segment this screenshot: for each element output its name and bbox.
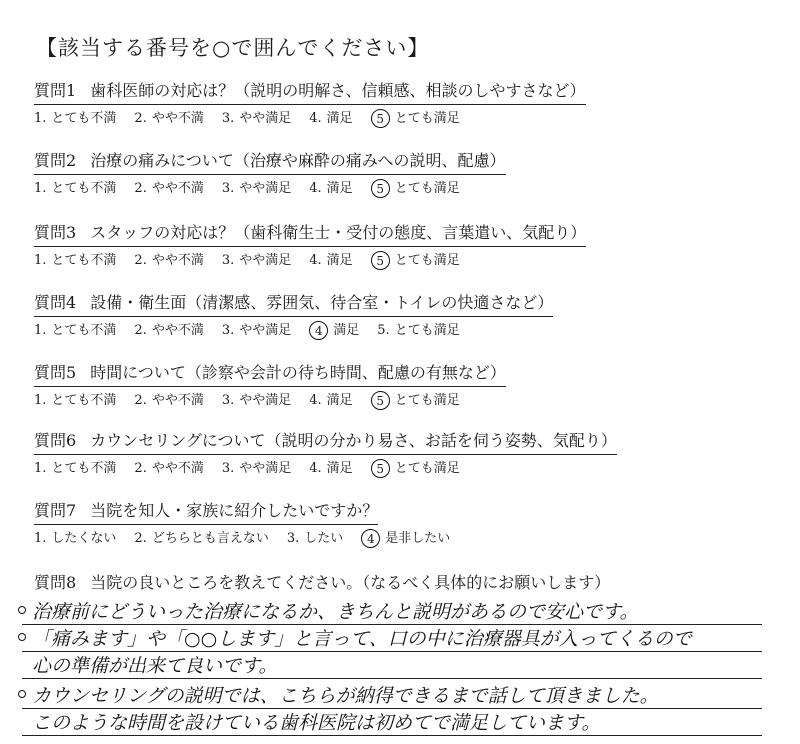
question-3 — [34, 222, 774, 270]
option[interactable] — [222, 251, 291, 270]
option[interactable] — [309, 179, 352, 198]
option-number: 1. — [34, 460, 47, 476]
option-number: 1. — [34, 180, 47, 196]
question-text: 歯科医師の対応は？（説明の明解さ、信頼感、相談のしやすさなど） — [90, 81, 586, 100]
bullet-icon — [18, 690, 26, 698]
option-label: やや不満 — [151, 252, 204, 268]
option[interactable] — [34, 251, 116, 270]
option-label: したくない — [51, 530, 117, 546]
option-selected[interactable] — [371, 251, 460, 270]
option-label: やや不満 — [151, 392, 204, 408]
option-number: 1. — [34, 110, 47, 126]
option-label: 満足 — [326, 180, 353, 196]
option-number: 3. — [286, 530, 300, 546]
answer-line — [22, 711, 762, 736]
option[interactable] — [134, 251, 203, 270]
answer-options — [34, 529, 774, 548]
circled-number-icon: 4 — [309, 321, 328, 340]
question-text: 当院の良いところを教えてください。（なるべく具体的にお願いします） — [90, 573, 611, 592]
answer-line — [22, 600, 762, 625]
answer-text: カウンセリングの説明では、こちらが納得できるまで話して頂きました。 — [32, 685, 659, 707]
option[interactable] — [309, 251, 352, 270]
option-label: とても不満 — [51, 252, 117, 268]
option-label: とても不満 — [51, 460, 117, 476]
option-selected[interactable] — [309, 321, 359, 340]
option-label: やや満足 — [239, 460, 292, 476]
option-label: 満足 — [326, 460, 353, 476]
answer-line — [22, 627, 762, 652]
option-number: 3. — [221, 460, 235, 476]
option[interactable] — [34, 459, 116, 478]
option-number: 1. — [34, 252, 47, 268]
question-5 — [34, 362, 774, 410]
form-header: 【該当する番号を○で囲んでください】 — [36, 36, 430, 60]
option-label: とても満足 — [394, 460, 460, 476]
option[interactable] — [134, 179, 203, 198]
option[interactable] — [134, 391, 203, 410]
answer-options — [34, 179, 774, 198]
option-label: とても満足 — [394, 180, 460, 196]
option-number: 4. — [309, 392, 322, 408]
question-heading — [34, 80, 586, 105]
option[interactable] — [222, 459, 291, 478]
option[interactable] — [134, 459, 203, 478]
circled-number-icon: 5 — [371, 251, 390, 270]
option-label: やや満足 — [239, 110, 292, 126]
question-number: 質問3 — [34, 223, 77, 242]
option-label: やや不満 — [151, 322, 204, 338]
option-label: とても不満 — [51, 180, 117, 196]
question-heading — [34, 292, 553, 317]
option-label: やや不満 — [151, 460, 204, 476]
option[interactable] — [222, 391, 291, 410]
question-text: スタッフの対応は？（歯科衛生士・受付の態度、言葉遣い、気配り） — [90, 223, 587, 242]
option[interactable] — [34, 321, 116, 340]
option-number: 2. — [134, 252, 147, 268]
question-heading — [34, 222, 586, 247]
option-number: 5. — [377, 322, 390, 338]
option-label: 満足 — [326, 392, 353, 408]
option-selected[interactable] — [371, 179, 460, 198]
option-number: 1. — [34, 392, 47, 408]
question-text: カウンセリングについて（説明の分かり易さ、お話を伺う姿勢、気配り） — [90, 431, 617, 450]
answer-text: 「痛みます」や「○○します」と言って、口の中に治療器具が入ってくるので — [32, 628, 692, 650]
option-number: 3. — [221, 392, 235, 408]
option-label: やや満足 — [239, 392, 292, 408]
option-label: やや不満 — [151, 180, 204, 196]
answer-options — [34, 459, 774, 478]
option-number: 4. — [309, 110, 322, 126]
option-number: 2. — [134, 460, 147, 476]
circled-number-icon: 4 — [361, 529, 380, 548]
option-label: とても不満 — [51, 110, 117, 126]
option-number: 4. — [309, 180, 322, 196]
option-label: 満足 — [333, 322, 360, 338]
option-number: 3. — [221, 180, 235, 196]
question-text: 当院を知人・家族に紹介したいですか？ — [90, 501, 379, 520]
question-number: 質問8 — [34, 573, 77, 592]
option-number: 2. — [134, 322, 147, 338]
option-label: とても満足 — [394, 322, 460, 338]
question-number: 質問6 — [34, 431, 77, 450]
option-number: 4. — [309, 460, 322, 476]
answer-text: このような時間を設けている歯科医院は初めてで満足しています。 — [32, 712, 601, 734]
circled-number-icon: 5 — [371, 391, 390, 410]
option-label: 是非したい — [385, 530, 451, 546]
option[interactable] — [134, 321, 203, 340]
option-label: とても不満 — [51, 392, 117, 408]
option[interactable] — [222, 109, 291, 128]
option-number: 2. — [134, 180, 147, 196]
question-heading — [34, 500, 378, 525]
bullet-icon — [18, 633, 26, 641]
option-number: 2. — [134, 530, 147, 546]
option[interactable] — [222, 179, 291, 198]
question-number: 質問7 — [34, 501, 77, 520]
option-number: 4. — [309, 252, 322, 268]
answer-text: 心の準備が出来て良いです。 — [32, 655, 278, 677]
option-label: とても満足 — [394, 392, 460, 408]
answer-options — [34, 321, 774, 340]
option-label: やや満足 — [239, 322, 292, 338]
circled-number-icon: 5 — [371, 459, 390, 478]
question-4 — [34, 292, 774, 340]
option-label: どちらとも言えない — [151, 530, 269, 546]
option-label: とても満足 — [394, 110, 460, 126]
question-text: 時間について（診察や会計の待ち時間、配慮の有無など） — [90, 363, 506, 382]
option-label: やや満足 — [239, 252, 292, 268]
option-label: 満足 — [326, 110, 353, 126]
option-number: 3. — [221, 322, 235, 338]
option[interactable] — [377, 321, 459, 340]
option-number: 1. — [34, 322, 47, 338]
question-1 — [34, 80, 774, 128]
option[interactable] — [34, 391, 116, 410]
option-label: とても満足 — [394, 252, 460, 268]
option[interactable] — [309, 109, 352, 128]
question-number: 質問5 — [34, 363, 77, 382]
option-number: 1. — [34, 530, 47, 546]
option[interactable] — [34, 529, 116, 548]
option[interactable] — [134, 109, 203, 128]
option-label: やや満足 — [239, 180, 292, 196]
option-label: やや不満 — [151, 110, 204, 126]
question-6 — [34, 430, 774, 478]
bullet-icon — [18, 606, 26, 614]
option-label: とても不満 — [51, 322, 117, 338]
option-label: 満足 — [326, 252, 353, 268]
question-heading — [34, 150, 506, 175]
option-selected[interactable] — [361, 529, 450, 548]
answer-options — [34, 391, 774, 410]
question-heading — [34, 362, 506, 387]
answer-options — [34, 251, 774, 270]
option[interactable] — [287, 529, 343, 548]
question-7 — [34, 500, 774, 548]
answer-text: 治療前にどういった治療になるか、きちんと説明があるので安心です。 — [32, 601, 639, 623]
question-8 — [34, 572, 610, 594]
question-2 — [34, 150, 774, 198]
option[interactable] — [222, 321, 291, 340]
option-number: 3. — [221, 252, 235, 268]
circled-number-icon: 5 — [371, 109, 390, 128]
question-number: 質問1 — [34, 81, 77, 100]
answer-line — [22, 654, 762, 679]
option-number: 3. — [221, 110, 235, 126]
question-text: 治療の痛みについて（治療や麻酔の痛みへの説明、配慮） — [90, 151, 506, 170]
question-number: 質問2 — [34, 151, 77, 170]
question-heading — [34, 430, 617, 455]
option[interactable] — [34, 109, 116, 128]
option-label: したい — [304, 530, 344, 546]
option[interactable] — [309, 459, 352, 478]
answer-options — [34, 109, 774, 128]
circled-number-icon: 5 — [371, 179, 390, 198]
option[interactable] — [309, 391, 352, 410]
option-number: 2. — [134, 392, 147, 408]
answer-line — [22, 684, 762, 709]
question-text: 設備・衛生面（清潔感、雰囲気、待合室・トイレの快適さなど） — [90, 293, 554, 312]
option-selected[interactable] — [371, 459, 460, 478]
option-selected[interactable] — [371, 109, 460, 128]
option-number: 2. — [134, 110, 147, 126]
option[interactable] — [34, 179, 116, 198]
option-selected[interactable] — [371, 391, 460, 410]
option[interactable] — [134, 529, 268, 548]
question-number: 質問4 — [34, 293, 77, 312]
